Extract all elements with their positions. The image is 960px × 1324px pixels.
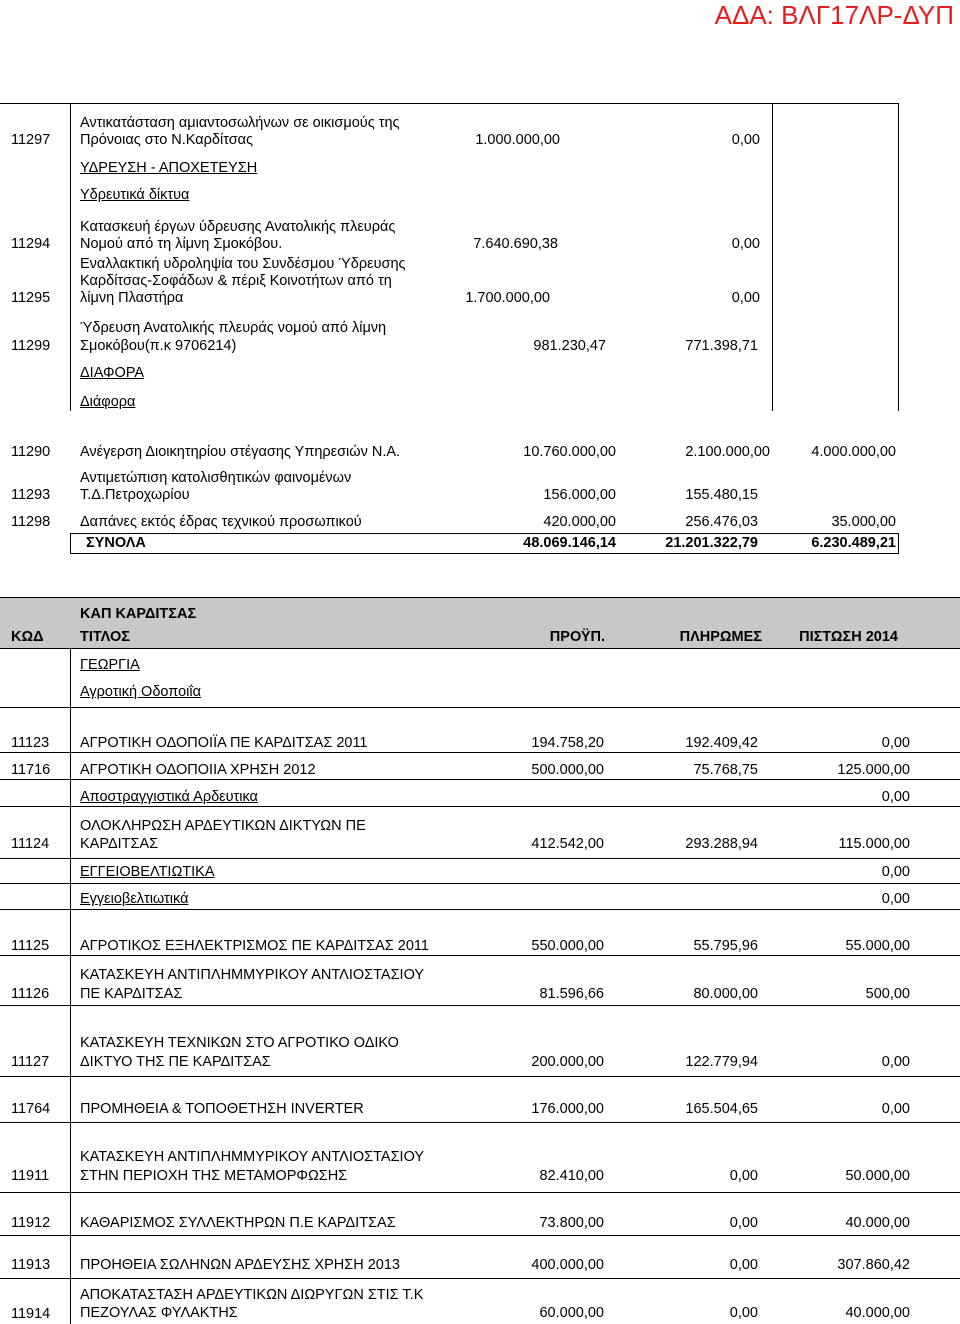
- row-credit: 500,00: [865, 986, 910, 1002]
- row-payments: 0,00: [731, 132, 760, 148]
- row-title-line: ΚΑΤΑΣΚΕΥΗ ΤΕΧΝΙΚΩΝ ΣΤΟ ΑΓΡΟΤΙΚΟ ΟΔΙΚΟ: [80, 1035, 399, 1051]
- row-code: 11293: [11, 487, 51, 503]
- row-payments: 80.000,00: [693, 986, 758, 1002]
- row-title-line: Αντιμετώπιση κατολισθητικών φαινομένων: [80, 470, 352, 486]
- row-budget: 194.758,20: [531, 735, 604, 751]
- row-credit: 55.000,00: [845, 938, 910, 954]
- row-payments: 771.398,71: [685, 338, 758, 354]
- category-heading: ΓΕΩΡΓΙΑ: [80, 657, 140, 673]
- row-budget: 82.410,00: [539, 1168, 604, 1184]
- totals-label: ΣΥΝΟΛΑ: [86, 535, 146, 551]
- row-credit: 307.860,42: [837, 1257, 910, 1273]
- row-budget: 200.000,00: [531, 1054, 604, 1070]
- row-credit: 40.000,00: [845, 1215, 910, 1231]
- row-code: 11126: [11, 986, 50, 1002]
- grid-line: [0, 955, 960, 956]
- grid-line: [0, 858, 960, 859]
- row-title-line: ΑΠΟΚΑΤΑΣΤΑΣΗ ΑΡΔΕΥΤΙΚΩΝ ΔΙΩΡΥΓΩΝ ΣΤΙΣ Τ.Κ: [80, 1287, 424, 1303]
- ada-code: ΑΔΑ: ΒΛΓ17ΛΡ-ΔΥΠ: [714, 0, 954, 30]
- grid-line: [0, 779, 960, 780]
- row-code: 11123: [11, 735, 50, 751]
- row-title-line: Αντικατάσταση αμιαντοσωλήνων σε οικισμούς της: [80, 115, 400, 131]
- grid-line: [0, 1278, 960, 1279]
- row-title-line: ΚΑΘΑΡΙΣΜΟΣ ΣΥΛΛΕΚΤΗΡΩΝ Π.Ε ΚΑΡΔΙΤΣΑΣ: [80, 1215, 396, 1231]
- row-payments: 0,00: [729, 1168, 758, 1184]
- section-title: ΚΑΠ ΚΑΡΔΙΤΣΑΣ: [80, 606, 197, 622]
- grid-line: [0, 648, 960, 649]
- grid-line: [0, 883, 960, 884]
- row-code: 11716: [11, 762, 51, 778]
- row-title-line: Νομού από τη λίμνη Σμοκόβου.: [80, 236, 283, 252]
- row-code: 11294: [11, 236, 51, 252]
- row-title-line: Καρδίτσας-Σοφάδων & πέριξ Κοινοτήτων από τη: [80, 273, 392, 289]
- row-code: 11127: [11, 1054, 50, 1070]
- row-credit: 125.000,00: [837, 762, 910, 778]
- section-heading: ΥΔΡΕΥΣΗ - ΑΠΟΧΕΤΕΥΣΗ: [80, 160, 258, 176]
- grid-line: [0, 752, 960, 753]
- row-code: 11914: [11, 1306, 51, 1322]
- row-title-line: Ανέγερση Διοικητηρίου στέγασης Υπηρεσιών Ν.Α.: [80, 444, 401, 460]
- grid-line: [70, 533, 71, 554]
- row-code: 11298: [11, 514, 51, 530]
- category-subheading: Αποστραγγιστικά Αρδευτικα: [80, 789, 258, 805]
- grid-line: [70, 648, 71, 1324]
- row-title-line: ΣΤΗΝ ΠΕΡΙΟΧΗ ΤΗΣ ΜΕΤΑΜΟΡΦΩΣΗΣ: [80, 1168, 348, 1184]
- row-payments: 2.100.000,00: [685, 444, 770, 460]
- grid-line: [0, 1076, 960, 1077]
- grid-line: [0, 1005, 960, 1006]
- grid-line: [0, 1122, 960, 1123]
- row-code: 11124: [11, 836, 50, 852]
- row-payments: 0,00: [729, 1305, 758, 1321]
- grid-line: [0, 1192, 960, 1193]
- row-title-line: ΚΑΡΔΙΤΣΑΣ: [80, 836, 159, 852]
- grid-line: [0, 1235, 960, 1236]
- column-header-credit: ΠΙΣΤΩΣΗ 2014: [799, 629, 898, 645]
- row-budget: 1.700.000,00: [465, 290, 550, 306]
- grid-line: [70, 553, 899, 554]
- column-header-payments: ΠΛΗΡΩΜΕΣ: [679, 629, 762, 645]
- totals-credit: 6.230.489,21: [811, 535, 896, 551]
- grid-line: [0, 909, 960, 910]
- row-payments: 0,00: [729, 1215, 758, 1231]
- grid-line: [898, 533, 899, 554]
- row-payments: 122.779,94: [685, 1054, 758, 1070]
- grid-line: [772, 103, 773, 411]
- totals-budget: 48.069.146,14: [523, 535, 616, 551]
- row-code: 11295: [11, 290, 51, 306]
- row-credit: 0,00: [881, 735, 910, 751]
- grid-line: [0, 707, 960, 708]
- row-credit: 50.000,00: [845, 1168, 910, 1184]
- row-payments: 0,00: [731, 290, 760, 306]
- row-payments: 0,00: [731, 236, 760, 252]
- row-code: 11290: [11, 444, 51, 460]
- row-budget: 400.000,00: [531, 1257, 604, 1273]
- row-title-line: ΠΕΖΟΥΛΑΣ ΦΥΛΑΚΤΗΣ: [80, 1305, 238, 1321]
- row-title-line: ΑΓΡΟΤΙΚΟΣ ΕΞΗΛΕΚΤΡΙΣΜΟΣ ΠΕ ΚΑΡΔΙΤΣΑΣ 2011: [80, 938, 429, 954]
- category-subheading: Εγγειοβελτιωτικά: [80, 891, 189, 907]
- column-header-budget: ΠΡΟΫΠ.: [549, 629, 605, 645]
- row-title-line: ΑΓΡΟΤΙΚΗ ΟΔΟΠΟΙΙΑ ΧΡΗΣΗ 2012: [80, 762, 316, 778]
- row-code: 11911: [11, 1168, 50, 1184]
- row-title-line: Τ.Δ.Πετροχωρίου: [80, 487, 190, 503]
- row-payments: 256.476,03: [685, 514, 758, 530]
- row-code: 11912: [11, 1215, 51, 1231]
- row-budget: 550.000,00: [531, 938, 604, 954]
- row-title-line: Δαπάνες εκτός έδρας τεχνικού προσωπικού: [80, 514, 362, 530]
- row-budget: 1.000.000,00: [475, 132, 560, 148]
- row-credit: 115.000,00: [838, 836, 910, 852]
- row-title-line: Εναλλακτική υδροληψία του Συνδέσμου Ύδρευσης: [80, 256, 406, 272]
- row-code: 11764: [11, 1101, 51, 1117]
- row-title-line: ΚΑΤΑΣΚΕΥΗ ΑΝΤΙΠΛΗΜΜΥΡΙΚΟΥ ΑΝΤΛΙΟΣΤΑΣΙΟΥ: [80, 967, 425, 983]
- row-budget: 176.000,00: [531, 1101, 604, 1117]
- row-code: 11297: [11, 132, 51, 148]
- row-payments: 155.480,15: [685, 487, 758, 503]
- row-payments: 0,00: [729, 1257, 758, 1273]
- row-budget: 500.000,00: [531, 762, 604, 778]
- row-payments: 192.409,42: [685, 735, 758, 751]
- row-title-line: ΑΓΡΟΤΙΚΗ ΟΔΟΠΟΙΪΑ ΠΕ ΚΑΡΔΙΤΣΑΣ 2011: [80, 735, 368, 751]
- row-title-line: Ύδρευση Ανατολικής πλευράς νομού από λίμνη: [80, 320, 387, 336]
- category-subheading: Αγροτική Οδοποιΐα: [80, 684, 201, 700]
- row-payments: 75.768,75: [693, 762, 758, 778]
- row-payments: 165.504,65: [685, 1101, 758, 1117]
- row-budget: 10.760.000,00: [523, 444, 616, 460]
- row-code: 11125: [11, 938, 50, 954]
- row-budget: 81.596,66: [539, 986, 604, 1002]
- column-header-code: ΚΩΔ: [11, 629, 44, 645]
- row-credit: 40.000,00: [845, 1305, 910, 1321]
- grid-line: [70, 103, 71, 411]
- row-title-line: ΚΑΤΑΣΚΕΥΗ ΑΝΤΙΠΛΗΜΜΥΡΙΚΟΥ ΑΝΤΛΙΟΣΤΑΣΙΟΥ: [80, 1149, 425, 1165]
- grid-line: [0, 103, 899, 104]
- row-payments: 55.795,96: [693, 938, 758, 954]
- row-credit: 0,00: [881, 789, 910, 805]
- section-subheading: Διάφορα: [80, 394, 136, 410]
- row-title-line: Κατασκευή έργων ύδρευσης Ανατολικής πλευράς: [80, 219, 396, 235]
- section-heading: ΔΙΑΦΟΡΑ: [80, 365, 145, 381]
- row-credit: 0,00: [881, 891, 910, 907]
- row-budget: 7.640.690,38: [473, 236, 558, 252]
- row-budget: 420.000,00: [543, 514, 616, 530]
- row-title-line: ΠΕ ΚΑΡΔΙΤΣΑΣ: [80, 986, 183, 1002]
- row-title-line: ΟΛΟΚΛΗΡΩΣΗ ΑΡΔΕΥΤΙΚΩΝ ΔΙΚΤΥΩΝ ΠΕ: [80, 818, 366, 834]
- row-budget: 412.542,00: [531, 836, 604, 852]
- section-subheading: Υδρευτικά δίκτυα: [80, 187, 190, 203]
- column-header-title: ΤΙΤΛΟΣ: [80, 629, 130, 645]
- row-title-line: Σμοκόβου(π.κ 9706214): [80, 338, 237, 354]
- row-title-line: λίμνη Πλαστήρα: [80, 290, 184, 306]
- row-credit: 4.000.000,00: [811, 444, 896, 460]
- row-budget: 60.000,00: [539, 1305, 604, 1321]
- grid-line: [0, 597, 960, 598]
- row-payments: 293.288,94: [685, 836, 758, 852]
- grid-line: [898, 103, 899, 411]
- row-title-line: Πρόνοιας στο Ν.Καρδίτσας: [80, 132, 254, 148]
- row-title-line: ΠΡΟΜΗΘΕΙΑ & ΤΟΠΟΘΕΤΗΣΗ INVERTER: [80, 1101, 364, 1117]
- category-heading: ΕΓΓΕΙΟΒΕΛΤΙΩΤΙΚΑ: [80, 864, 215, 880]
- row-credit: 0,00: [881, 1101, 910, 1117]
- totals-payments: 21.201.322,79: [665, 535, 758, 551]
- row-credit: 0,00: [881, 1054, 910, 1070]
- row-credit: 35.000,00: [831, 514, 896, 530]
- row-code: 11299: [11, 338, 51, 354]
- row-budget: 981.230,47: [533, 338, 606, 354]
- row-code: 11913: [11, 1257, 51, 1273]
- row-credit: 0,00: [881, 864, 910, 880]
- row-budget: 73.800,00: [539, 1215, 604, 1231]
- grid-line: [0, 806, 960, 807]
- row-title-line: ΔΙΚΤΥΟ ΤΗΣ ΠΕ ΚΑΡΔΙΤΣΑΣ: [80, 1054, 271, 1070]
- row-budget: 156.000,00: [543, 487, 616, 503]
- row-title-line: ΠΡΟΗΘΕΙΑ ΣΩΛΗΝΩΝ ΑΡΔΕΥΣΗΣ ΧΡΗΣΗ 2013: [80, 1257, 400, 1273]
- grid-line: [70, 533, 899, 534]
